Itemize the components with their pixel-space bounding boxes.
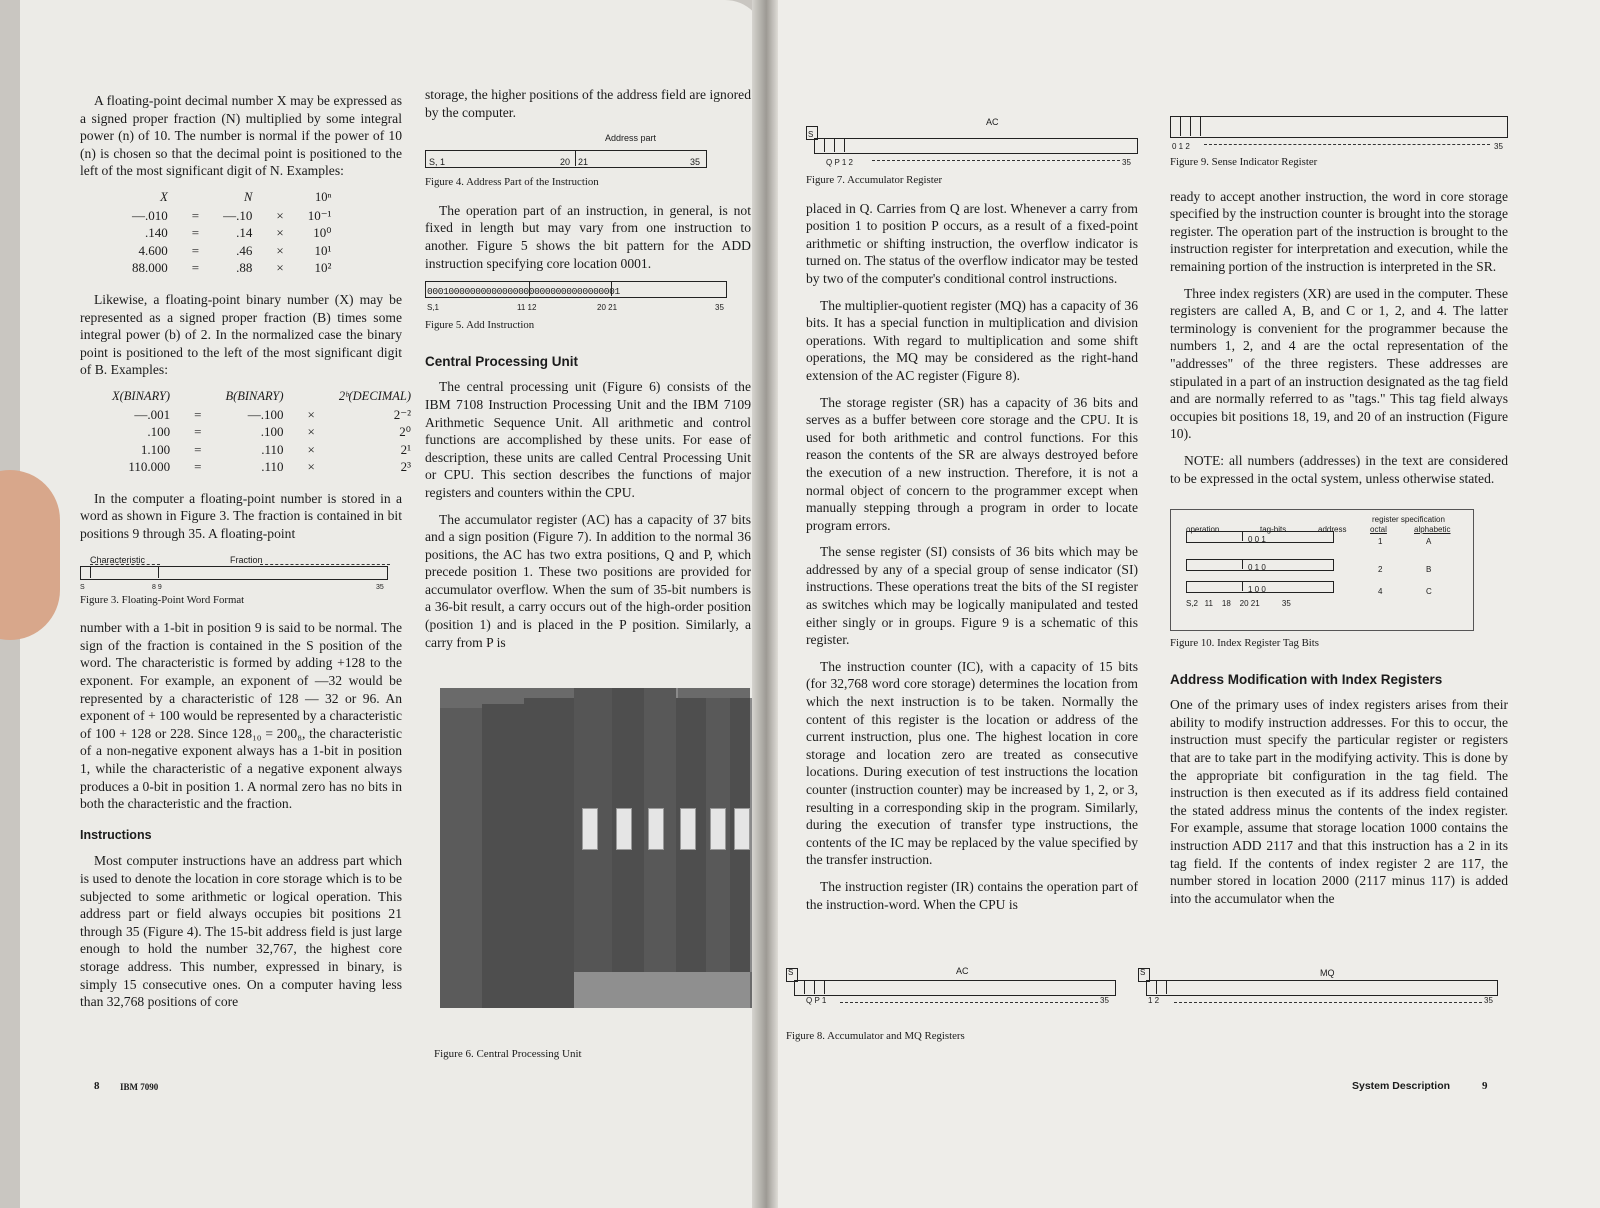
paragraph: The central processing unit (Figure 6) consists of the IBM 7108 Instruction Processing Unit and the IBM 7109 Arithmetic Sequence Unit. All arithmetic and control functions are accomplished by these units. For ease of description, these units are called Central Processing Unit or CPU. This section describes the functions of major registers and counters within the CPU. xyxy=(425,379,751,500)
paragraph: storage, the higher positions of the address field are ignored by the computer. xyxy=(425,87,751,120)
table-row: 88.000 = .88 × 10² xyxy=(132,260,332,276)
figure-3: Characteristic Fraction S 8 9 35 xyxy=(80,552,402,588)
paragraph: Likewise, a floating-point binary number (X) may be represented as a signed proper fraction (B) times some integral power (b) of 2. In the normalized case the binary point is positioned to the left of the most significant digit of B. Examples: xyxy=(80,291,402,378)
address-modification-heading: Address Modification with Index Registers xyxy=(1170,671,1443,687)
paragraph: The multiplier-quotient register (MQ) has a capacity of 36 bits. It has a special function in multiplication and division operations. With regard to multiplication and some shift operations, the MQ may be considered as the right-hand extension of the AC register (Figure 8). xyxy=(806,297,1138,383)
figure-9: 0 1 2 35 xyxy=(1170,114,1508,150)
paragraph: The accumulator register (AC) has a capacity of 37 bits and a sign position (Figure 7). In addition to the normal 36 positions, the AC has two extra positions, Q and P, which precede position 1. These two positions are provided for accumulator overflow. When the sum of 35-bit numbers is a 36-bit result, a carry occurs out of the high-order position (position 1) and is placed in the P position. Similarly, a carry from P is xyxy=(425,511,751,650)
figure-4: Address part S, 1 20 21 35 xyxy=(425,130,751,170)
decimal-examples-table: X N 10ⁿ —.010 = —.10 × 10⁻¹ .140 = .14 × 10⁰ 4.600 = .46 × 10¹ 88.000 = .88 × 10² xyxy=(120,189,343,277)
left-page xyxy=(20,0,765,1208)
table-row: 1.100 = .110 × 2¹ xyxy=(140,441,411,457)
table-row: —.010 = —.10 × 10⁻¹ xyxy=(132,207,332,223)
table-row: .140 = .14 × 10⁰ xyxy=(145,225,332,241)
cpu-heading: Central Processing Unit xyxy=(425,353,579,369)
left-column-1 xyxy=(80,92,411,1020)
page-number: 9 xyxy=(1482,1080,1488,1092)
paragraph: ready to accept another instruction, the word in core storage specified by the instruction counter is brought into the storage register. The operation part of the instruction is brought to the instruction register for interpretation and execution, while the remaining portion of the instruction is interpreted in the SR. xyxy=(1170,188,1508,274)
paragraph: The instruction counter (IC), with a capacity of 15 bits (for 32,768 word core storage) determines the location from which the next instruction is to be taken. Normally the content of this register is the location or address of the current instruction, plus one. The highest location in core storage and location zero are treated as consecutive locations. During execution of test instructions the location counter (instruction counter) may be increased by 1, 2, or 3, resulting in a corresponding skip in the program. Similarly, during the execution of transfer type instructions, the contents of the IC may be replaced by the value specified by the transfer instruction. xyxy=(806,658,1138,868)
table-row: —.001 = —.100 × 2⁻² xyxy=(134,406,411,422)
table-row: .100 = .100 × 2⁰ xyxy=(147,424,411,440)
paragraph: A floating-point decimal number X may be expressed as a signed proper fraction (N) multiplied by some integral power (n) of 10. The number is normal if the power of 10 (n) is chosen so that the decimal point is positioned to the left of the most significant digit of N. Examples: xyxy=(80,93,402,179)
paragraph: Three index registers (XR) are used in the computer. These registers are called A, B, and C or 1, 2, and 4. The latter terminology is convenient for the programmer because the numbers 1, 2, and 4 are the octal representation of the "addresses" of the three registers. These addresses are stipulated in a part of an instruction designated as the tag field and are normally referred to as "tags." This tag field always occupies bit positions 18, 19, and 20 of an instruction (Figure 10). xyxy=(1170,285,1508,442)
paragraph: The sense register (SI) consists of 36 bits which may be addressed by any of a special group of sense indicator (SI) instructions. These operations treat the bits of the SI register as switches which may be logically manipulated and tested either singly or in groups. Figure 9 is a schematic of this register. xyxy=(806,544,1138,648)
footer-title: System Description xyxy=(1352,1080,1451,1092)
figure-9-caption: Figure 9. Sense Indicator Register xyxy=(1170,156,1318,168)
instructions-heading: Instructions xyxy=(80,827,152,842)
table-row: 4.600 = .46 × 10¹ xyxy=(138,242,332,258)
paragraph: In the computer a floating-point number is stored in a word as shown in Figure 3. The fraction is contained in bit positions 9 through 35. A floating-point xyxy=(80,490,402,542)
figure-8: S AC Q P 1 35 S MQ 1 2 35 xyxy=(786,962,1502,1022)
figure-7: AC S Q P 1 2 35 xyxy=(806,114,1138,168)
binary-examples-table: X(BINARY) B(BINARY) 2ᵇ(DECIMAL) —.001 = —.100 × 2⁻² .100 = .100 × 2⁰ 1.100 = .110 × 2¹ 110.000 = .110 × 2³ xyxy=(100,388,423,476)
paragraph: number with a 1-bit in position 9 is said to be normal. The sign of the fraction is contained in the S position of the word. The characteristic is formed by adding +128 to the exponent. For example, an exponent of —32 would be represented by a characteristic of 128 — 32 or 96. An exponent of + 100 would be represented by a characteristic of 100 + 128 or 228. Since 128₁₀ = 200₈, the characteristic of a non-negative exponent always has a 1-bit in position 1, while the characteristic of a negative exponent always produces a 0-bit in position 1. A normal zero has no bits in both the characteristic and the fraction. xyxy=(80,620,402,812)
figure-7-caption: Figure 7. Accumulator Register xyxy=(806,174,943,186)
paragraph: The instruction register (IR) contains the operation part of the instruction-word. When the CPU is xyxy=(806,878,1138,912)
paragraph: One of the primary uses of index registers arises from their ability to modify instruction addresses. For this to occur, the instruction must specify the particular register or registers that are to take part in the modifying activity. This is done by the appropriate bit configuration in the tag field. The instruction is then executed as if its address field contained the stated address minus the contents of the index register. For example, assume that storage location 1000 contains the instruction ADD 2117 and that this instruction has a 2 in its tag field. If the contents of index register 2 are 117, the number stored in location 2000 (2117 minus 117) is added into the accumulator when the xyxy=(1170,697,1508,906)
paragraph: Most computer instructions have an address part which is used to denote the location in core storage which is to be subjected to some arithmetic or logical operation. This address part or field always occupies bit positions 21 through 35 (Figure 4). The 15-bit address field is just large enough to hold the number 32,767, the highest core storage address. This number, expressed in binary, is simply 15 consecutive ones. On a computer having less than 32,768 positions of core xyxy=(80,853,402,1010)
paragraph: placed in Q. Carries from Q are lost. Whenever a carry from position 1 to position P occurs, as a result of a fixed-point arithmetic or shifting instruction, the overflow indicator is turned on. The status of the overflow indicator may be tested by two of the computer's conditional control instructions. xyxy=(806,200,1138,286)
right-column-1 xyxy=(806,114,1138,922)
footer-title: IBM 7090 xyxy=(120,1082,159,1092)
paragraph: The storage register (SR) has a capacity of 36 bits and serves as a buffer between core storage and the CPU. It is used for both arithmetic and control functions. For this reason the contents of the SR are always destroyed before the execution of a new instruction. Therefore, it is not a normal object of concern to the programmer except when manually stepping through a program in order to locate program errors. xyxy=(806,394,1138,533)
paragraph: NOTE: all numbers (addresses) in the text are considered to be expressed in the octal system, unless otherwise stated. xyxy=(1170,452,1508,486)
left-column-2 xyxy=(425,86,751,660)
figure-10: register specification operation tag-bits address octal alphabetic 0 0 1 1 A 0 1 0 2 B 1 0 0 4 C S,2 11 18 20 21 35 xyxy=(1170,509,1508,631)
book-gutter xyxy=(752,0,778,1208)
figure-5: 000100000000000000000000000000000001 S,1 11 12 20 21 35 xyxy=(425,281,751,313)
figure-10-caption: Figure 10. Index Register Tag Bits xyxy=(1170,637,1319,650)
paragraph: The operation part of an instruction, in general, is not fixed in length but may vary from one instruction to another. Figure 5 shows the bit pattern for the ADD instruction specifying core location 0001. xyxy=(425,202,751,271)
page-number: 8 xyxy=(94,1080,100,1092)
figure-4-caption: Figure 4. Address Part of the Instruction xyxy=(425,176,599,189)
table-row: 110.000 = .110 × 2³ xyxy=(128,459,411,475)
figure-6-caption: Figure 6. Central Processing Unit xyxy=(434,1048,582,1060)
right-column-2 xyxy=(1170,114,1508,916)
thumb xyxy=(0,470,60,640)
figure-8-caption: Figure 8. Accumulator and MQ Registers xyxy=(786,1030,965,1042)
right-page xyxy=(778,0,1600,1208)
cpu-cabinet-photo xyxy=(440,688,750,1008)
figure-5-caption: Figure 5. Add Instruction xyxy=(425,319,535,332)
figure-3-caption: Figure 3. Floating-Point Word Format xyxy=(80,593,245,606)
